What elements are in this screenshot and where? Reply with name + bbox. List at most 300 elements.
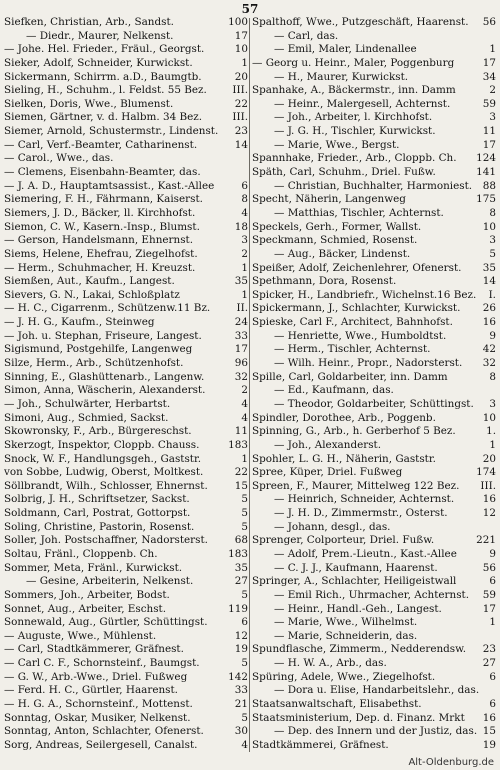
entry-text: Sommer, Meta, Fränl., Kurwickst. [4,561,183,574]
entry-house-number: 59 [482,97,496,110]
entry-house-number: 33 [234,684,248,697]
entry-text: Spalthoff, Wwe., Putzgeschäft, Haarenst. [252,16,469,28]
directory-entry [4,98,248,110]
directory-entry [4,330,248,342]
entry-house-number: 100 [228,16,248,28]
entry-house-number: 96 [234,357,248,370]
directory-entry [252,139,496,151]
entry-text: von Sobbe, Ludwig, Oberst, Moltkest. [4,466,204,479]
entry-text: Sonntag, Anton, Schlachter, Ofenerst. [4,725,204,738]
entry-text: Spohler, L. G. H., Näherin, Gaststr. [252,452,436,465]
entry-house-number: 2 [241,384,248,397]
column-divider [249,18,250,752]
entry-text: Soldmann, Carl, Postrat, Gottorpst. [4,507,191,520]
entry-text: Silze, Herm., Arb., Schützenhofst. [4,357,184,370]
entry-house-number: 119 [228,602,248,615]
entry-house-number: 19 [234,643,248,656]
entry-text: Söllbrandt, Wilh., Schlosser, Ehnernst. [4,479,208,492]
entry-text: — Joh., Alexanderst. [274,438,382,451]
watermark: Alt-Oldenburg.de [408,757,494,768]
entry-text: Spieske, Carl F., Architect, Bahnhofst. [252,316,453,329]
entry-text: Simoni, Aug., Schmied, Sackst. [4,411,169,424]
entry-text: — Heinr., Malergesell, Achternst. [274,97,451,110]
entry-text: — H. G. A., Schornsteinf., Mottenst. [4,698,193,711]
entry-text: — Aug., Bäcker, Lindenst. [274,247,411,260]
entry-house-number: 6 [489,575,496,588]
entry-text: — J. H. D., Zimmermstr., Osterst. [274,507,448,520]
entry-house-number: 42 [482,343,496,356]
entry-text: — Clemens, Eisenbahn-Beamter, das. [4,166,201,179]
directory-entry [4,589,248,601]
entry-house-number: 14 [482,275,496,288]
directory-entry [252,630,496,642]
entry-house-number: 10 [234,43,248,56]
directory-entry [4,302,248,314]
directory-entry [4,603,248,615]
entry-text: — Marie, Wwe., Wilhelmst. [274,616,418,629]
directory-entry [4,643,248,655]
directory-entry [4,57,248,69]
entry-house-number: 22 [234,466,248,479]
directory-entry [252,234,496,246]
entry-house-number: 9 [489,547,496,560]
entry-text: Sieker, Adolf, Schneider, Kurwickst. [4,56,193,69]
entry-text: Skerzogt, Inspektor, Cloppb. Chauss. [4,438,200,451]
directory-entry [252,166,496,178]
entry-text: Spannhake, Frieder., Arb., Cloppb. Ch. [252,152,457,165]
entry-house-number: 35 [234,561,248,574]
entry-house-number: 8 [241,193,248,206]
entry-text: — Emil Rich., Uhrmacher, Achternst. [274,588,470,601]
entry-text: Sommers, Joh., Arbeiter, Bodst. [4,588,170,601]
entry-text: Soling, Christine, Pastorin, Rosenst. [4,520,195,533]
entry-house-number: 6 [489,698,496,711]
entry-text: — Joh., Schulwärter, Herbartst. [4,397,171,410]
entry-text: Speckels, Gerh., Former, Wallst. [252,220,422,233]
directory-entry [252,684,496,696]
directory-entry [252,343,496,355]
directory-entry [252,453,496,465]
directory-entry [252,548,496,560]
entry-text: Spethmann, Dora, Rosenst. [252,275,397,288]
directory-entry [4,289,248,301]
entry-house-number: 10 [482,411,496,424]
entry-text: Springer, A., Schlachter, Heiligeistwall [252,575,457,588]
entry-text: — Gerson, Handelsmann, Ehnernst. [4,234,194,247]
entry-house-number: 16 [482,493,496,506]
directory-entry [252,371,496,383]
directory-entry [4,616,248,628]
directory-entry [4,725,248,737]
directory-entry [252,57,496,69]
directory-entry [4,193,248,205]
directory-entry [4,657,248,669]
entry-text: — H. W. A., Arb., das. [274,657,387,670]
entry-house-number: III. [480,479,496,492]
entry-text: Speckmann, Schmied, Rosenst. [252,234,418,247]
entry-text: — Joh., Arbeiter, l. Kirchhofst. [274,111,433,124]
directory-entry [4,425,248,437]
entry-house-number: 35 [234,275,248,288]
entry-house-number: 4 [241,411,248,424]
directory-entry [4,343,248,355]
entry-text: Simon, Anna, Wäscherin, Alexanderst. [4,384,206,397]
entry-text: Siemering, F. H., Fährmann, Kaiserst. [4,193,203,206]
entry-text: Siemen, Gärtner, v. d. Halbm. 34 Bez. [4,111,203,124]
directory-entry [4,453,248,465]
directory-entry [252,262,496,274]
entry-text: Siemers, J. D., Bäcker, ll. Kirchhofst. [4,206,196,219]
entry-text: Spinning, G., Arb., h. Gerberhof 5 Bez. [252,425,456,438]
directory-entry [252,507,496,519]
directory-entry [252,193,496,205]
entry-text: — Johe. Hel. Frieder., Fräul., Georgst. [4,43,205,56]
entry-house-number: 12 [482,507,496,520]
entry-house-number: 15 [234,479,248,492]
directory-entry [252,589,496,601]
entry-text: Snock, W. F., Handlungsgeh., Gaststr. [4,452,202,465]
directory-entry [252,221,496,233]
directory-entry [4,371,248,383]
entry-text: Siems, Helene, Ehefrau, Ziegelhofst. [4,247,198,260]
directory-entry [252,466,496,478]
entry-text: — Carl C. F., Schornsteinf., Baumgst. [4,657,200,670]
directory-entry [252,425,496,437]
directory-entry [252,207,496,219]
entry-house-number: 56 [482,561,496,574]
entry-text: Spickermann, J., Schlachter, Kurwickst. [252,302,461,315]
entry-text: Sinning, E., Glashüttenarb., Langenw. [4,370,205,383]
directory-entry [252,180,496,192]
entry-text: — Henriette, Wwe., Humboldtst. [274,329,447,342]
directory-entry [252,698,496,710]
directory-entry [252,98,496,110]
directory-entry [252,398,496,410]
directory-entry [4,207,248,219]
directory-entry [4,507,248,519]
entry-house-number: 20 [234,70,248,83]
page-number: 57 [241,2,259,16]
entry-text: Sonntag, Oskar, Musiker, Nelkenst. [4,711,191,724]
entry-text: — Heinr., Handl.-Geh., Langest. [274,602,442,615]
entry-house-number: 15 [482,725,496,738]
directory-entry [252,330,496,342]
directory-entry [252,521,496,533]
entry-house-number: 5 [241,711,248,724]
directory-entry [4,466,248,478]
directory-entry [4,357,248,369]
entry-house-number: 27 [234,575,248,588]
entry-house-number: 23 [234,125,248,138]
directory-entry [252,289,496,301]
directory-entry [252,84,496,96]
entry-text: Spille, Carl, Goldarbeiter, inn. Damm [252,370,448,383]
entry-house-number: 16 [482,711,496,724]
entry-text: Späth, Carl, Schuhm., Driel. Fußw. [252,166,436,179]
entry-house-number: 124 [476,152,496,165]
entry-house-number: 17 [482,138,496,151]
entry-house-number: I. [488,288,496,301]
entry-text: — Georg u. Heinr., Maler, Poggenburg [252,56,455,69]
entry-house-number: 6 [241,616,248,629]
entry-text: — Carl, das. [274,29,339,42]
entry-house-number: 23 [482,643,496,656]
directory-entry [252,480,496,492]
entry-text: Solbrig, J. H., Schriftsetzer, Sackst. [4,493,190,506]
entry-text: — Carl, Verf.-Beamter, Catharinenst. [4,138,198,151]
entry-house-number: 221 [476,534,496,547]
entry-house-number: 1. [486,425,496,438]
directory-entry [252,671,496,683]
entry-text: Sorg, Andreas, Seilergesell, Canalst. [4,738,198,751]
directory-entry [4,111,248,123]
entry-house-number: 21 [234,698,248,711]
entry-text: — Herm., Tischler, Achternst. [274,343,431,356]
entry-text: Spanhake, A., Bäckermstr., inn. Damm [252,84,456,97]
entry-text: — Auguste, Wwe., Mühlenst. [4,629,157,642]
entry-text: — Emil, Maler, Lindenallee [274,43,417,56]
directory-entry [4,548,248,560]
entry-house-number: 1 [241,288,248,301]
entry-house-number: 4 [241,738,248,751]
entry-house-number: 175 [476,193,496,206]
entry-text: — J. G. H., Tischler, Kurwickst. [274,125,436,138]
entry-house-number: 142 [228,670,248,683]
directory-entry [4,316,248,328]
left-column [4,16,248,752]
entry-house-number: 12 [234,629,248,642]
entry-house-number: 2 [489,84,496,97]
directory-entry [4,248,248,260]
directory-entry [4,152,248,164]
directory-entry [4,684,248,696]
directory-entry [4,166,248,178]
entry-text: Sigismund, Postgehilfe, Langenweg [4,343,193,356]
entry-house-number: 88 [482,179,496,192]
directory-entry [252,43,496,55]
entry-text: Spindler, Dorothee, Arb., Poggenb. [252,411,436,424]
entry-house-number: 22 [234,97,248,110]
entry-house-number: 33 [234,329,248,342]
directory-entry [4,139,248,151]
entry-text: — J. A. D., Hauptamtsassist., Kast.-Allee [4,179,215,192]
entry-text: Sieling, H., Schuhm., l. Feldst. 55 Bez. [4,84,207,97]
entry-text: — Heinrich, Schneider, Achternst. [274,493,455,506]
entry-text: — Matthias, Tischler, Achternst. [274,206,444,219]
entry-text: Siemer, Arnold, Schustermstr., Lindenst. [4,125,219,138]
entry-house-number: 5 [241,657,248,670]
entry-text: — Wilh. Heinr., Propr., Nadorsterst. [274,357,463,370]
directory-entry [4,221,248,233]
directory-entry [252,712,496,724]
right-column [252,16,496,752]
entry-text: — Carl, Stadtkämmerer, Gräfnest. [4,643,184,656]
entry-house-number: 11 [234,425,248,438]
entry-house-number: 14 [234,138,248,151]
entry-house-number: 26 [482,302,496,315]
directory-entry [4,71,248,83]
directory-entry [4,125,248,137]
entry-house-number: 32 [482,357,496,370]
entry-text: Speißer, Adolf, Zeichenlehrer, Ofenerst. [252,261,462,274]
entry-text: — Carol., Wwe., das. [4,152,114,165]
directory-entry [4,698,248,710]
entry-text: Soltau, Fränl., Cloppenb. Ch. [4,547,158,560]
entry-house-number: 34 [482,70,496,83]
entry-house-number: 20 [482,452,496,465]
directory-entry [252,248,496,260]
entry-house-number: 30 [234,725,248,738]
directory-entry [4,493,248,505]
entry-house-number: 5 [241,520,248,533]
directory-entry [4,43,248,55]
entry-text: Siemßen, Aut., Kaufm., Langest. [4,275,175,288]
entry-house-number: 1 [489,43,496,56]
entry-house-number: 2 [241,247,248,260]
directory-entry [252,603,496,615]
entry-text: Sprenger, Colporteur, Driel. Fußw. [252,534,435,547]
directory-entry [252,275,496,287]
entry-text: — Marie, Wwe., Bergst. [274,138,400,151]
directory-entry [252,725,496,737]
entry-house-number: 8 [489,206,496,219]
directory-entry [4,480,248,492]
entry-house-number: 6 [489,670,496,683]
directory-entry [4,412,248,424]
entry-house-number: 174 [476,466,496,479]
entry-house-number: 5 [489,247,496,260]
entry-text: Staatsanwaltschaft, Elisabethst. [252,698,422,711]
entry-text: — Marie, Schneiderin, das. [274,629,418,642]
entry-text: — Gesine, Arbeiterin, Nelkenst. [26,575,194,588]
entry-text: Sielken, Doris, Wwe., Blumenst. [4,97,174,110]
entry-house-number: II. [236,302,248,315]
entry-house-number: 11 [482,125,496,138]
entry-house-number: 1 [241,452,248,465]
directory-entry [252,534,496,546]
entry-house-number: 1 [489,438,496,451]
entry-text: — H. C., Cigarrenm., Schützenw.11 Bz. [4,302,211,315]
entry-house-number: 183 [228,438,248,451]
entry-house-number: 9 [489,329,496,342]
entry-house-number: 141 [476,166,496,179]
entry-text: Spreen, F., Maurer, Mittelweg 122 Bez. [252,479,460,492]
entry-text: Siefken, Christian, Arb., Sandst. [4,16,174,28]
directory-entry [4,275,248,287]
directory-entry [4,630,248,642]
directory-entry [4,712,248,724]
directory-entry [4,84,248,96]
directory-entry [4,262,248,274]
directory-entry [252,16,496,28]
entry-text: Sonnewald, Aug., Gürtler, Schüttingst. [4,616,208,629]
entry-house-number: III. [232,111,248,124]
entry-text: — Joh. u. Stephan, Friseure, Langest. [4,329,202,342]
entry-text: — Diedr., Maurer, Nelkenst. [26,29,174,42]
entry-text: Sickermann, Schirrm. a.D., Baumgtb. [4,70,202,83]
directory-entry [4,534,248,546]
directory-entry [252,71,496,83]
entry-text: — Johann, desgl., das. [274,520,391,533]
directory-entry [252,30,496,42]
entry-text: Spree, Küper, Driel. Fußweg [252,466,403,479]
entry-text: — Herm., Schuhmacher, H. Kreuzst. [4,261,196,274]
entry-house-number: 5 [241,588,248,601]
entry-text: — Dora u. Elise, Handarbeitslehr., das. [274,684,480,697]
directory-entry [252,111,496,123]
entry-house-number: 4 [241,397,248,410]
entry-text: Spicker, H., Landbriefr., Wichelnst.16 Bez. [252,288,477,301]
entry-house-number: 1 [241,261,248,274]
entry-text: Siemon, C. W., Kasern.-Insp., Blumst. [4,220,200,233]
entry-text: — Dep. des Innern und der Justiz, das. [274,725,478,738]
entry-text: Specht, Näherin, Langenweg [252,193,406,206]
directory-entry [4,234,248,246]
entry-text: — C. J. J., Kaufmann, Haarenst. [274,561,438,574]
entry-house-number: 4 [241,206,248,219]
directory-entry [252,439,496,451]
entry-text: Staatsministerium, Dep. d. Finanz. Mrkt [252,711,465,724]
entry-house-number: 183 [228,547,248,560]
directory-entry [252,125,496,137]
directory-entry [252,739,496,751]
directory-entry [4,16,248,28]
directory-entry [252,616,496,628]
directory-entry [4,521,248,533]
directory-entry [4,671,248,683]
directory-entry [4,575,248,587]
entry-house-number: 27 [482,657,496,670]
entry-text: — J. H. G., Kaufm., Steinweg [4,316,155,329]
entry-house-number: 68 [234,534,248,547]
directory-entry [4,398,248,410]
entry-text: Sievers, G. N., Lakai, Schloßplatz [4,288,180,301]
entry-house-number: 17 [482,56,496,69]
directory-entry [4,739,248,751]
entry-text: Skowronsky, F., Arb., Bürgereschst. [4,425,192,438]
directory-entry [252,357,496,369]
directory-entry [252,657,496,669]
entry-house-number: 3 [489,397,496,410]
entry-text: Stadtkämmerei, Gräfnest. [252,738,389,751]
entry-text: Soller, Joh. Postschaffner, Nadorsterst. [4,534,208,547]
directory-entry [4,562,248,574]
directory-entry [252,302,496,314]
entry-house-number: 5 [241,507,248,520]
entry-house-number: 19 [482,738,496,751]
entry-house-number: 6 [241,179,248,192]
entry-house-number: 3 [489,234,496,247]
directory-entry [4,30,248,42]
entry-text: Sonnet, Aug., Arbeiter, Eschst. [4,602,167,615]
entry-house-number: 18 [234,220,248,233]
entry-house-number: 17 [234,343,248,356]
entry-house-number: 3 [489,111,496,124]
directory-entry [252,575,496,587]
entry-text: Spüring, Adele, Wwe., Ziegelhofst. [252,670,436,683]
entry-text: — Christian, Buchhalter, Harmoniest. [274,179,473,192]
entry-text: — G. W., Arb.-Wwe., Driel. Fußweg [4,670,188,683]
directory-entry [252,412,496,424]
directory-entry [252,643,496,655]
entry-house-number: 32 [234,370,248,383]
entry-house-number: 10 [482,220,496,233]
directory-entry [4,439,248,451]
entry-house-number: 59 [482,588,496,601]
entry-house-number: 8 [489,370,496,383]
entry-house-number: 17 [482,602,496,615]
entry-text: — Ferd. H. C., Gürtler, Haarenst. [4,684,178,697]
